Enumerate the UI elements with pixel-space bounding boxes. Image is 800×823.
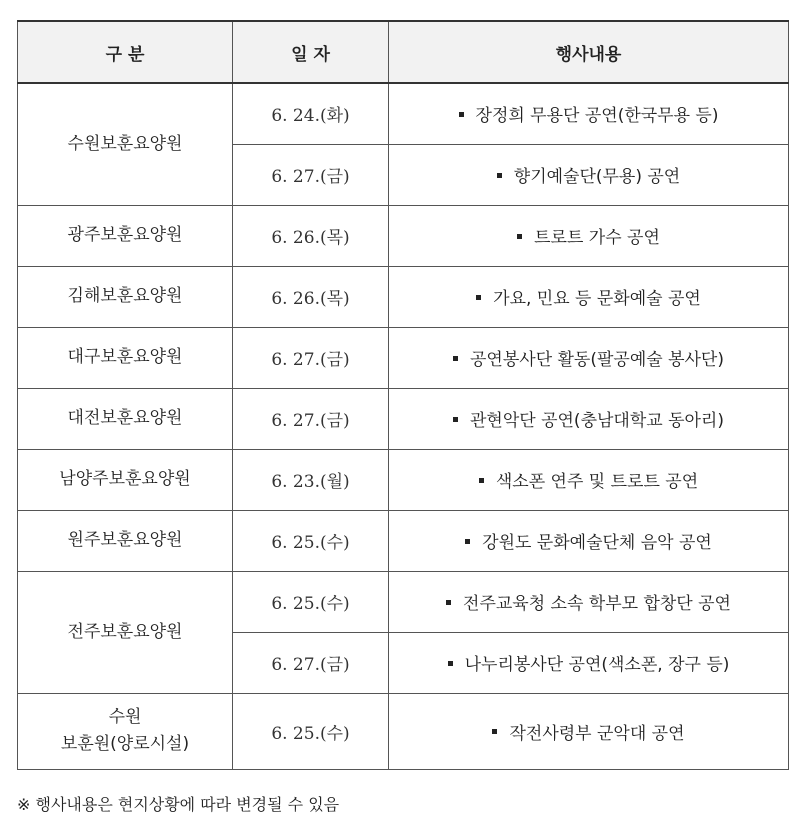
bullet-icon (448, 661, 453, 666)
bullet-icon (479, 478, 484, 483)
org-line-1: 수원 (108, 707, 142, 727)
org-cell: 남양주보훈요양원 (18, 449, 233, 510)
bullet-icon (459, 112, 464, 117)
table-row (18, 571, 789, 632)
date-cell: 6. 26.(목) (233, 205, 389, 266)
org-line-2: 보훈원(양로시설) (60, 734, 190, 754)
bullet-icon (497, 173, 502, 178)
table-row (18, 83, 789, 144)
org-cell: 김해보훈요양원 (18, 266, 233, 327)
event-text: 공연봉사단 활동(팔공예술 봉사단) (470, 350, 724, 370)
bullet-icon (465, 539, 470, 544)
date-cell: 6. 25.(수) (233, 693, 389, 769)
table-row (18, 205, 789, 266)
org-cell: 대전보훈요양원 (18, 388, 233, 449)
date-cell: 6. 23.(월) (233, 449, 389, 510)
event-text: 관현악단 공연(충남대학교 동아리) (470, 411, 724, 431)
date-cell: 6. 25.(수) (233, 510, 389, 571)
header-row (18, 21, 789, 83)
event-cell (389, 83, 789, 144)
event-text: 색소폰 연주 및 트로트 공연 (495, 472, 699, 492)
event-text: 강원도 문화예술단체 음악 공연 (482, 533, 712, 553)
org-cell: 수원보훈요양원 (18, 83, 233, 205)
table-row (18, 388, 789, 449)
event-text: 트로트 가수 공연 (534, 228, 660, 248)
event-text: 전주교육청 소속 학부모 합창단 공연 (463, 594, 731, 614)
bullet-icon (453, 417, 458, 422)
event-text: 나누리봉사단 공연(색소폰, 장구 등) (464, 655, 730, 675)
event-cell (389, 449, 789, 510)
org-cell: 전주보훈요양원 (18, 571, 233, 693)
date-cell: 6. 27.(금) (233, 327, 389, 388)
footnote: ※ 행사내용은 현지상황에 따라 변경될 수 있음 (17, 795, 340, 814)
bullet-icon (476, 295, 481, 300)
event-cell (389, 144, 789, 205)
event-schedule-table (17, 20, 789, 770)
header-event: 행사내용 (389, 21, 789, 83)
table-row (18, 266, 789, 327)
event-cell (389, 632, 789, 693)
event-cell (389, 266, 789, 327)
event-cell (389, 510, 789, 571)
event-cell (389, 571, 789, 632)
table-row (18, 510, 789, 571)
date-cell: 6. 24.(화) (233, 83, 389, 144)
org-cell: 대구보훈요양원 (18, 327, 233, 388)
header-division: 구 분 (18, 21, 233, 83)
bullet-icon (517, 234, 522, 239)
date-cell: 6. 27.(금) (233, 632, 389, 693)
bullet-icon (453, 356, 458, 361)
org-cell (18, 693, 233, 769)
event-text: 작전사령부 군악대 공연 (509, 723, 685, 744)
event-cell (389, 388, 789, 449)
bullet-icon (446, 600, 451, 605)
table-row (18, 693, 789, 769)
header-date: 일 자 (233, 21, 389, 83)
event-cell (389, 327, 789, 388)
date-cell: 6. 27.(금) (233, 144, 389, 205)
org-cell: 광주보훈요양원 (18, 205, 233, 266)
event-text: 가요, 민요 등 문화예술 공연 (493, 289, 701, 309)
event-text: 향기예술단(무용) 공연 (513, 167, 681, 187)
table-row (18, 327, 789, 388)
event-text: 장정희 무용단 공연(한국무용 등) (475, 106, 719, 127)
date-cell: 6. 26.(목) (233, 266, 389, 327)
bullet-icon (492, 729, 497, 734)
date-cell: 6. 25.(수) (233, 571, 389, 632)
table-row (18, 449, 789, 510)
event-cell (389, 205, 789, 266)
event-cell (389, 693, 789, 769)
date-cell: 6. 27.(금) (233, 388, 389, 449)
org-cell: 원주보훈요양원 (18, 510, 233, 571)
